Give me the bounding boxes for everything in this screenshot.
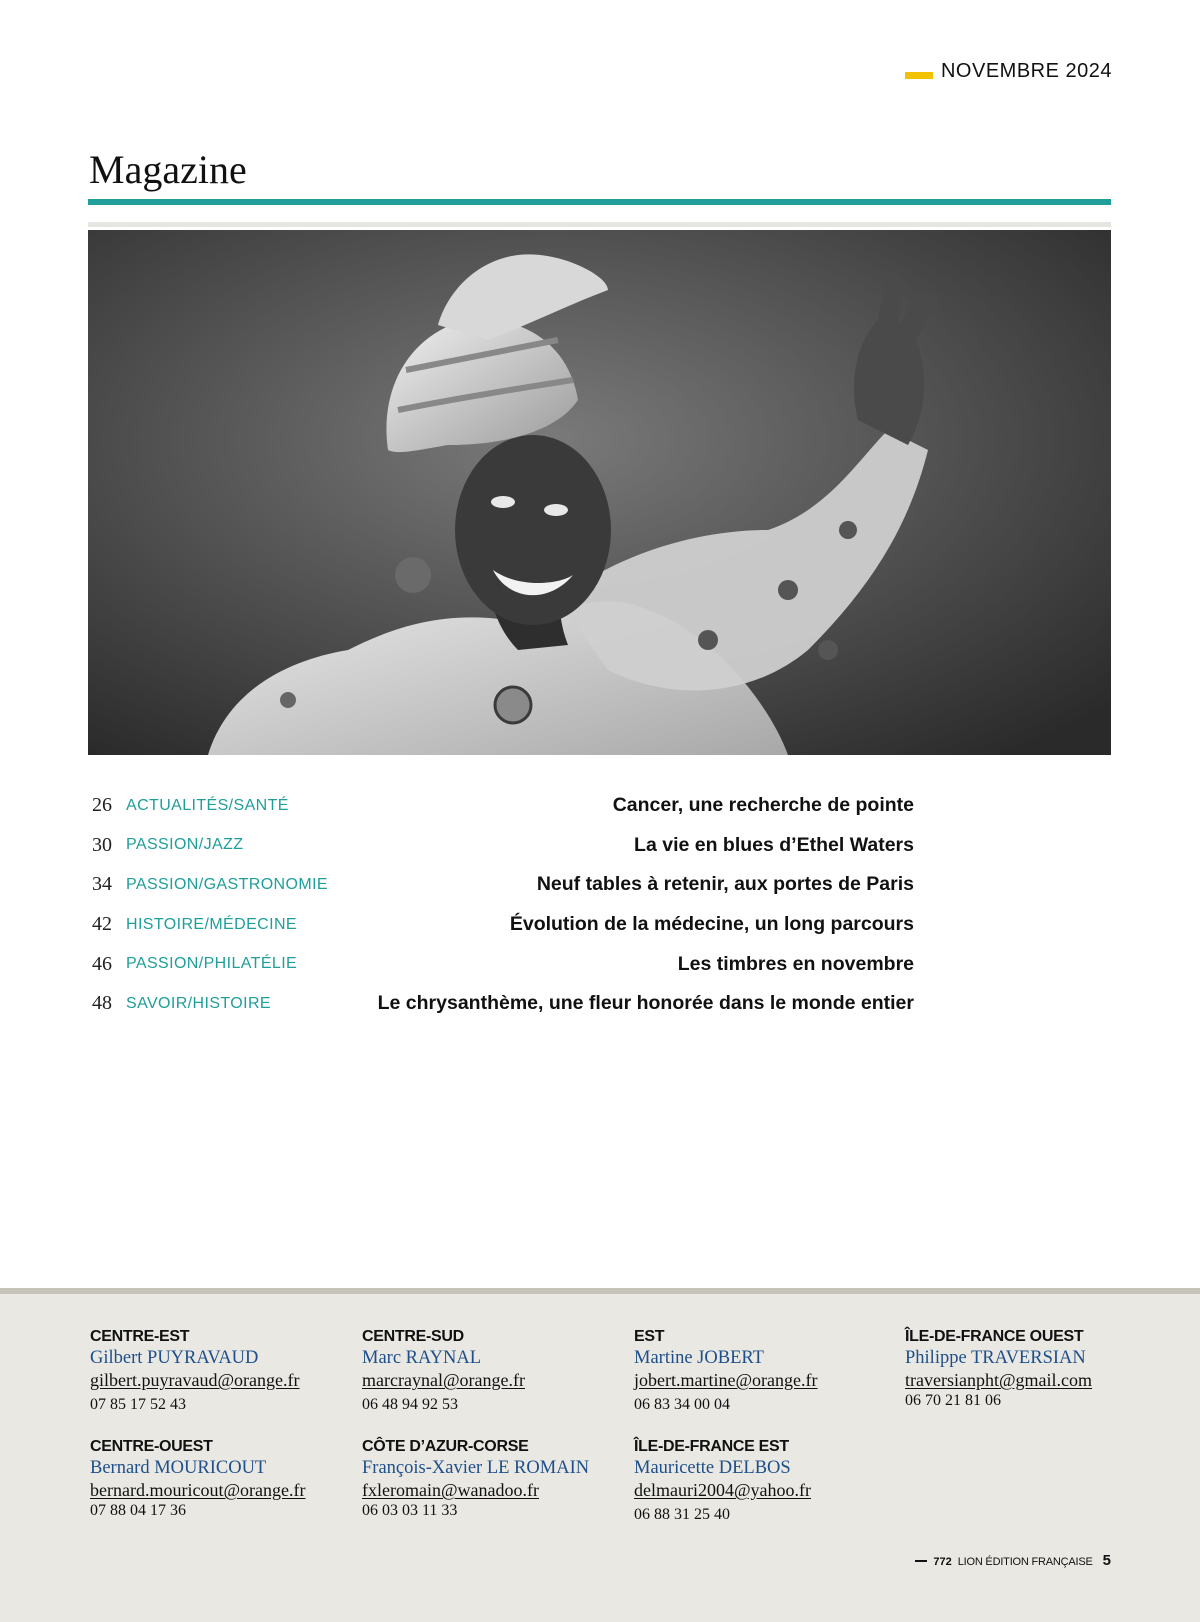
photo-top-rule bbox=[88, 222, 1111, 227]
issue-number: 772 bbox=[933, 1556, 952, 1568]
toc-rubric: ACTUALITÉS/SANTÉ bbox=[126, 796, 289, 814]
toc-article-title: Les timbres en novembre bbox=[677, 952, 914, 975]
contact-name: Gilbert PUYRAVAUD bbox=[90, 1348, 259, 1368]
toc-rubric: PASSION/PHILATÉLIE bbox=[126, 955, 298, 973]
footer-dash bbox=[915, 1560, 927, 1562]
contact-phone: 06 83 34 00 04 bbox=[634, 1396, 730, 1413]
contact-email-link[interactable]: gilbert.puyravaud@orange.fr bbox=[90, 1370, 300, 1390]
contact-name: François-Xavier LE ROMAIN bbox=[362, 1458, 590, 1478]
contact-phone: 07 85 17 52 43 bbox=[90, 1396, 186, 1413]
toc-rubric: PASSION/GASTRONOMIE bbox=[126, 875, 328, 893]
photo-illustration bbox=[88, 230, 1111, 755]
contact-region: CÔTE D’AZUR-CORSE bbox=[362, 1438, 529, 1455]
page-number: 5 bbox=[1102, 1552, 1111, 1569]
toc-entry[interactable] bbox=[88, 905, 914, 945]
toc-page-number: 48 bbox=[92, 992, 112, 1015]
contact-name: Bernard MOURICOUT bbox=[90, 1458, 267, 1478]
contact-name: Philippe TRAVERSIAN bbox=[905, 1348, 1086, 1368]
contact-email-link[interactable]: fxleromain@wanadoo.fr bbox=[362, 1480, 540, 1500]
contacts-band-rule bbox=[0, 1288, 1200, 1294]
contact-card bbox=[90, 1327, 350, 1415]
contact-name: Martine JOBERT bbox=[634, 1348, 764, 1368]
issue-date bbox=[905, 60, 1112, 83]
table-of-contents bbox=[88, 786, 914, 1024]
contact-card bbox=[634, 1327, 894, 1415]
contact-card bbox=[362, 1327, 622, 1415]
contact-region: CENTRE-OUEST bbox=[90, 1438, 213, 1455]
contact-card bbox=[634, 1437, 894, 1525]
toc-entry[interactable] bbox=[88, 786, 914, 826]
toc-entry[interactable] bbox=[88, 826, 914, 866]
contact-region: ÎLE-DE-FRANCE EST bbox=[634, 1438, 789, 1455]
contact-email-link[interactable]: delmauri2004@yahoo.fr bbox=[634, 1480, 812, 1500]
contact-email-link[interactable]: traversianpht@gmail.com bbox=[905, 1370, 1093, 1390]
contact-region: CENTRE-EST bbox=[90, 1328, 190, 1345]
feature-photo bbox=[88, 230, 1111, 755]
contact-email-link[interactable]: jobert.martine@orange.fr bbox=[634, 1370, 818, 1390]
contact-card bbox=[362, 1437, 622, 1521]
publication-name: LION ÉDITION FRANÇAISE bbox=[957, 1556, 1093, 1568]
contact-region: EST bbox=[634, 1328, 665, 1345]
section-title: Magazine bbox=[89, 147, 247, 192]
contact-name: Marc RAYNAL bbox=[362, 1348, 482, 1368]
contact-phone: 06 03 03 11 33 bbox=[362, 1502, 458, 1519]
contact-region: CENTRE-SUD bbox=[362, 1328, 464, 1345]
section-rule bbox=[88, 199, 1111, 205]
contact-card bbox=[905, 1327, 1165, 1411]
contact-email-link[interactable]: bernard.mouricout@orange.fr bbox=[90, 1480, 306, 1500]
contact-card bbox=[90, 1437, 350, 1521]
contact-phone: 06 88 31 25 40 bbox=[634, 1506, 730, 1523]
page-footer bbox=[915, 1552, 1111, 1569]
contact-region: ÎLE-DE-FRANCE OUEST bbox=[905, 1328, 1084, 1345]
toc-rubric: PASSION/JAZZ bbox=[126, 836, 244, 854]
toc-page-number: 46 bbox=[92, 952, 112, 975]
toc-page-number: 26 bbox=[92, 794, 112, 817]
toc-entry[interactable] bbox=[88, 944, 914, 984]
toc-article-title: Évolution de la médecine, un long parcours bbox=[509, 913, 914, 936]
toc-article-title: Neuf tables à retenir, aux portes de Paris bbox=[536, 873, 914, 896]
contact-phone: 07 88 04 17 36 bbox=[90, 1502, 186, 1519]
toc-page-number: 30 bbox=[92, 833, 112, 856]
contact-phone: 06 70 21 81 06 bbox=[905, 1392, 1001, 1409]
issue-date-text: NOVEMBRE 2024 bbox=[940, 60, 1112, 82]
date-marker bbox=[905, 72, 933, 79]
contact-phone: 06 48 94 92 53 bbox=[362, 1396, 458, 1413]
toc-rubric: SAVOIR/HISTOIRE bbox=[126, 994, 271, 1012]
toc-article-title: Cancer, une recherche de pointe bbox=[612, 794, 914, 817]
contact-name: Mauricette DELBOS bbox=[634, 1458, 791, 1478]
contact-email-link[interactable]: marcraynal@orange.fr bbox=[362, 1370, 525, 1390]
toc-article-title: La vie en blues d’Ethel Waters bbox=[634, 833, 914, 856]
toc-article-title: Le chrysanthème, une fleur honorée dans le monde entier bbox=[377, 992, 914, 1015]
toc-entry[interactable] bbox=[88, 984, 914, 1024]
toc-page-number: 34 bbox=[92, 873, 112, 896]
toc-page-number: 42 bbox=[92, 913, 112, 936]
toc-entry[interactable] bbox=[88, 865, 914, 905]
toc-rubric: HISTOIRE/MÉDECINE bbox=[126, 915, 297, 933]
